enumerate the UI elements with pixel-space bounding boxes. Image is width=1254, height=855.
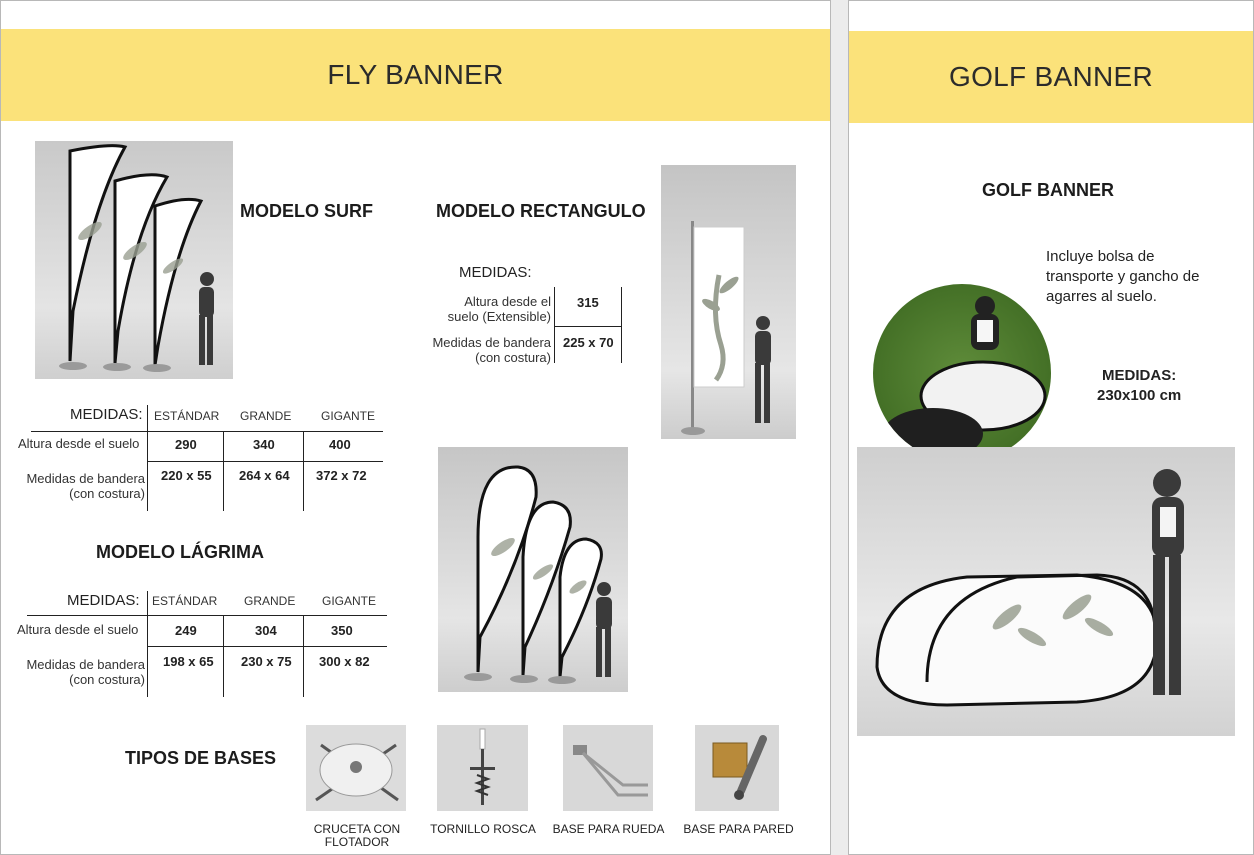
lagrima-row-altura-label: Altura desde el suelo [17,622,139,637]
golf-banner-page [848,0,1254,855]
base-tornillo-caption: TORNILLO ROSCA [430,822,536,836]
rect-row-altura-label: Altura desde el suelo (Extensible) [447,294,551,324]
lagrima-banner-photo [438,447,628,692]
surf-cell: 400 [329,437,351,452]
base-pared-caption: BASE PARA PARED [683,822,794,836]
lagrima-table-divider [147,591,148,697]
lagrima-cell: 249 [175,623,197,638]
surf-row-bandera-label: Medidas de bandera (con costura) [26,471,145,501]
lagrima-cell: 198 x 65 [163,654,214,669]
lagrima-row-bandera-label: Medidas de bandera (con costura) [26,657,145,687]
lagrima-cell: 350 [331,623,353,638]
surf-header-estandar: ESTÁNDAR [154,409,220,423]
fly-banner-header [1,29,830,121]
lagrima-cell: 300 x 82 [319,654,370,669]
surf-model-title: MODELO SURF [240,201,373,221]
golf-medidas-value: 230x100 cm [1097,387,1182,404]
base-tornillo-photo [437,725,528,811]
rect-model-title: MODELO RECTANGULO [436,201,646,221]
surf-table-rule [147,461,383,462]
rect-table-rule [554,326,621,327]
surf-cell: 264 x 64 [239,468,290,483]
surf-row-altura-label: Altura desde el suelo [18,436,140,451]
rect-row-bandera-label: Medidas de bandera (con costura) [432,335,551,365]
lagrima-table-divider [223,616,224,697]
rect-banner-photo [661,165,796,439]
base-rueda-photo [563,725,653,811]
surf-cell: 372 x 72 [316,468,367,483]
rect-table-divider [621,287,622,363]
lagrima-header-estandar: ESTÁNDAR [152,594,218,608]
surf-cell: 340 [253,437,275,452]
fly-banner-title: FLY BANNER [327,59,504,90]
golf-grass-photo [873,284,1051,462]
rect-table-divider [554,287,555,363]
lagrima-header-grande: GRANDE [244,594,296,608]
surf-header-gigante: GIGANTE [321,409,376,423]
rect-medidas-label: MEDIDAS: [459,264,532,281]
golf-subtitle: GOLF BANNER [982,180,1114,200]
golf-banner-title: GOLF BANNER [948,61,1153,92]
surf-cell: 220 x 55 [161,468,212,483]
rect-cell: 315 [577,295,599,310]
golf-description: Incluye bolsa de transporte y gancho de agarres al suelo. [1046,248,1200,305]
surf-banner-photo [35,141,233,379]
lagrima-table-rule [27,615,387,616]
surf-medidas-label: MEDIDAS: [70,406,143,423]
base-cruceta-photo [306,725,406,811]
surf-table-divider [303,432,304,511]
base-rueda-caption: BASE PARA RUEDA [552,822,665,836]
lagrima-table-divider [303,616,304,697]
bases-title: TIPOS DE BASES [125,748,277,768]
lagrima-cell: 230 x 75 [241,654,292,669]
lagrima-medidas-label: MEDIDAS: [67,592,140,609]
lagrima-header-gigante: GIGANTE [322,594,377,608]
surf-table-divider [147,405,148,511]
lagrima-model-title: MODELO LÁGRIMA [96,542,264,562]
golf-banner-header [849,31,1253,123]
golf-medidas-label: MEDIDAS: [1102,367,1177,384]
golf-measures [1097,366,1181,406]
lagrima-table-rule [147,646,387,647]
lagrima-cell: 304 [255,623,277,638]
surf-table-divider [223,432,224,511]
surf-header-grande: GRANDE [240,409,292,423]
surf-table-rule [31,431,383,432]
base-pared-photo [695,725,779,811]
rect-cell: 225 x 70 [563,335,614,350]
golf-banner-photo [857,447,1235,736]
surf-cell: 290 [175,437,197,452]
base-cruceta-caption: CRUCETA CON FLOTADOR [313,822,401,849]
